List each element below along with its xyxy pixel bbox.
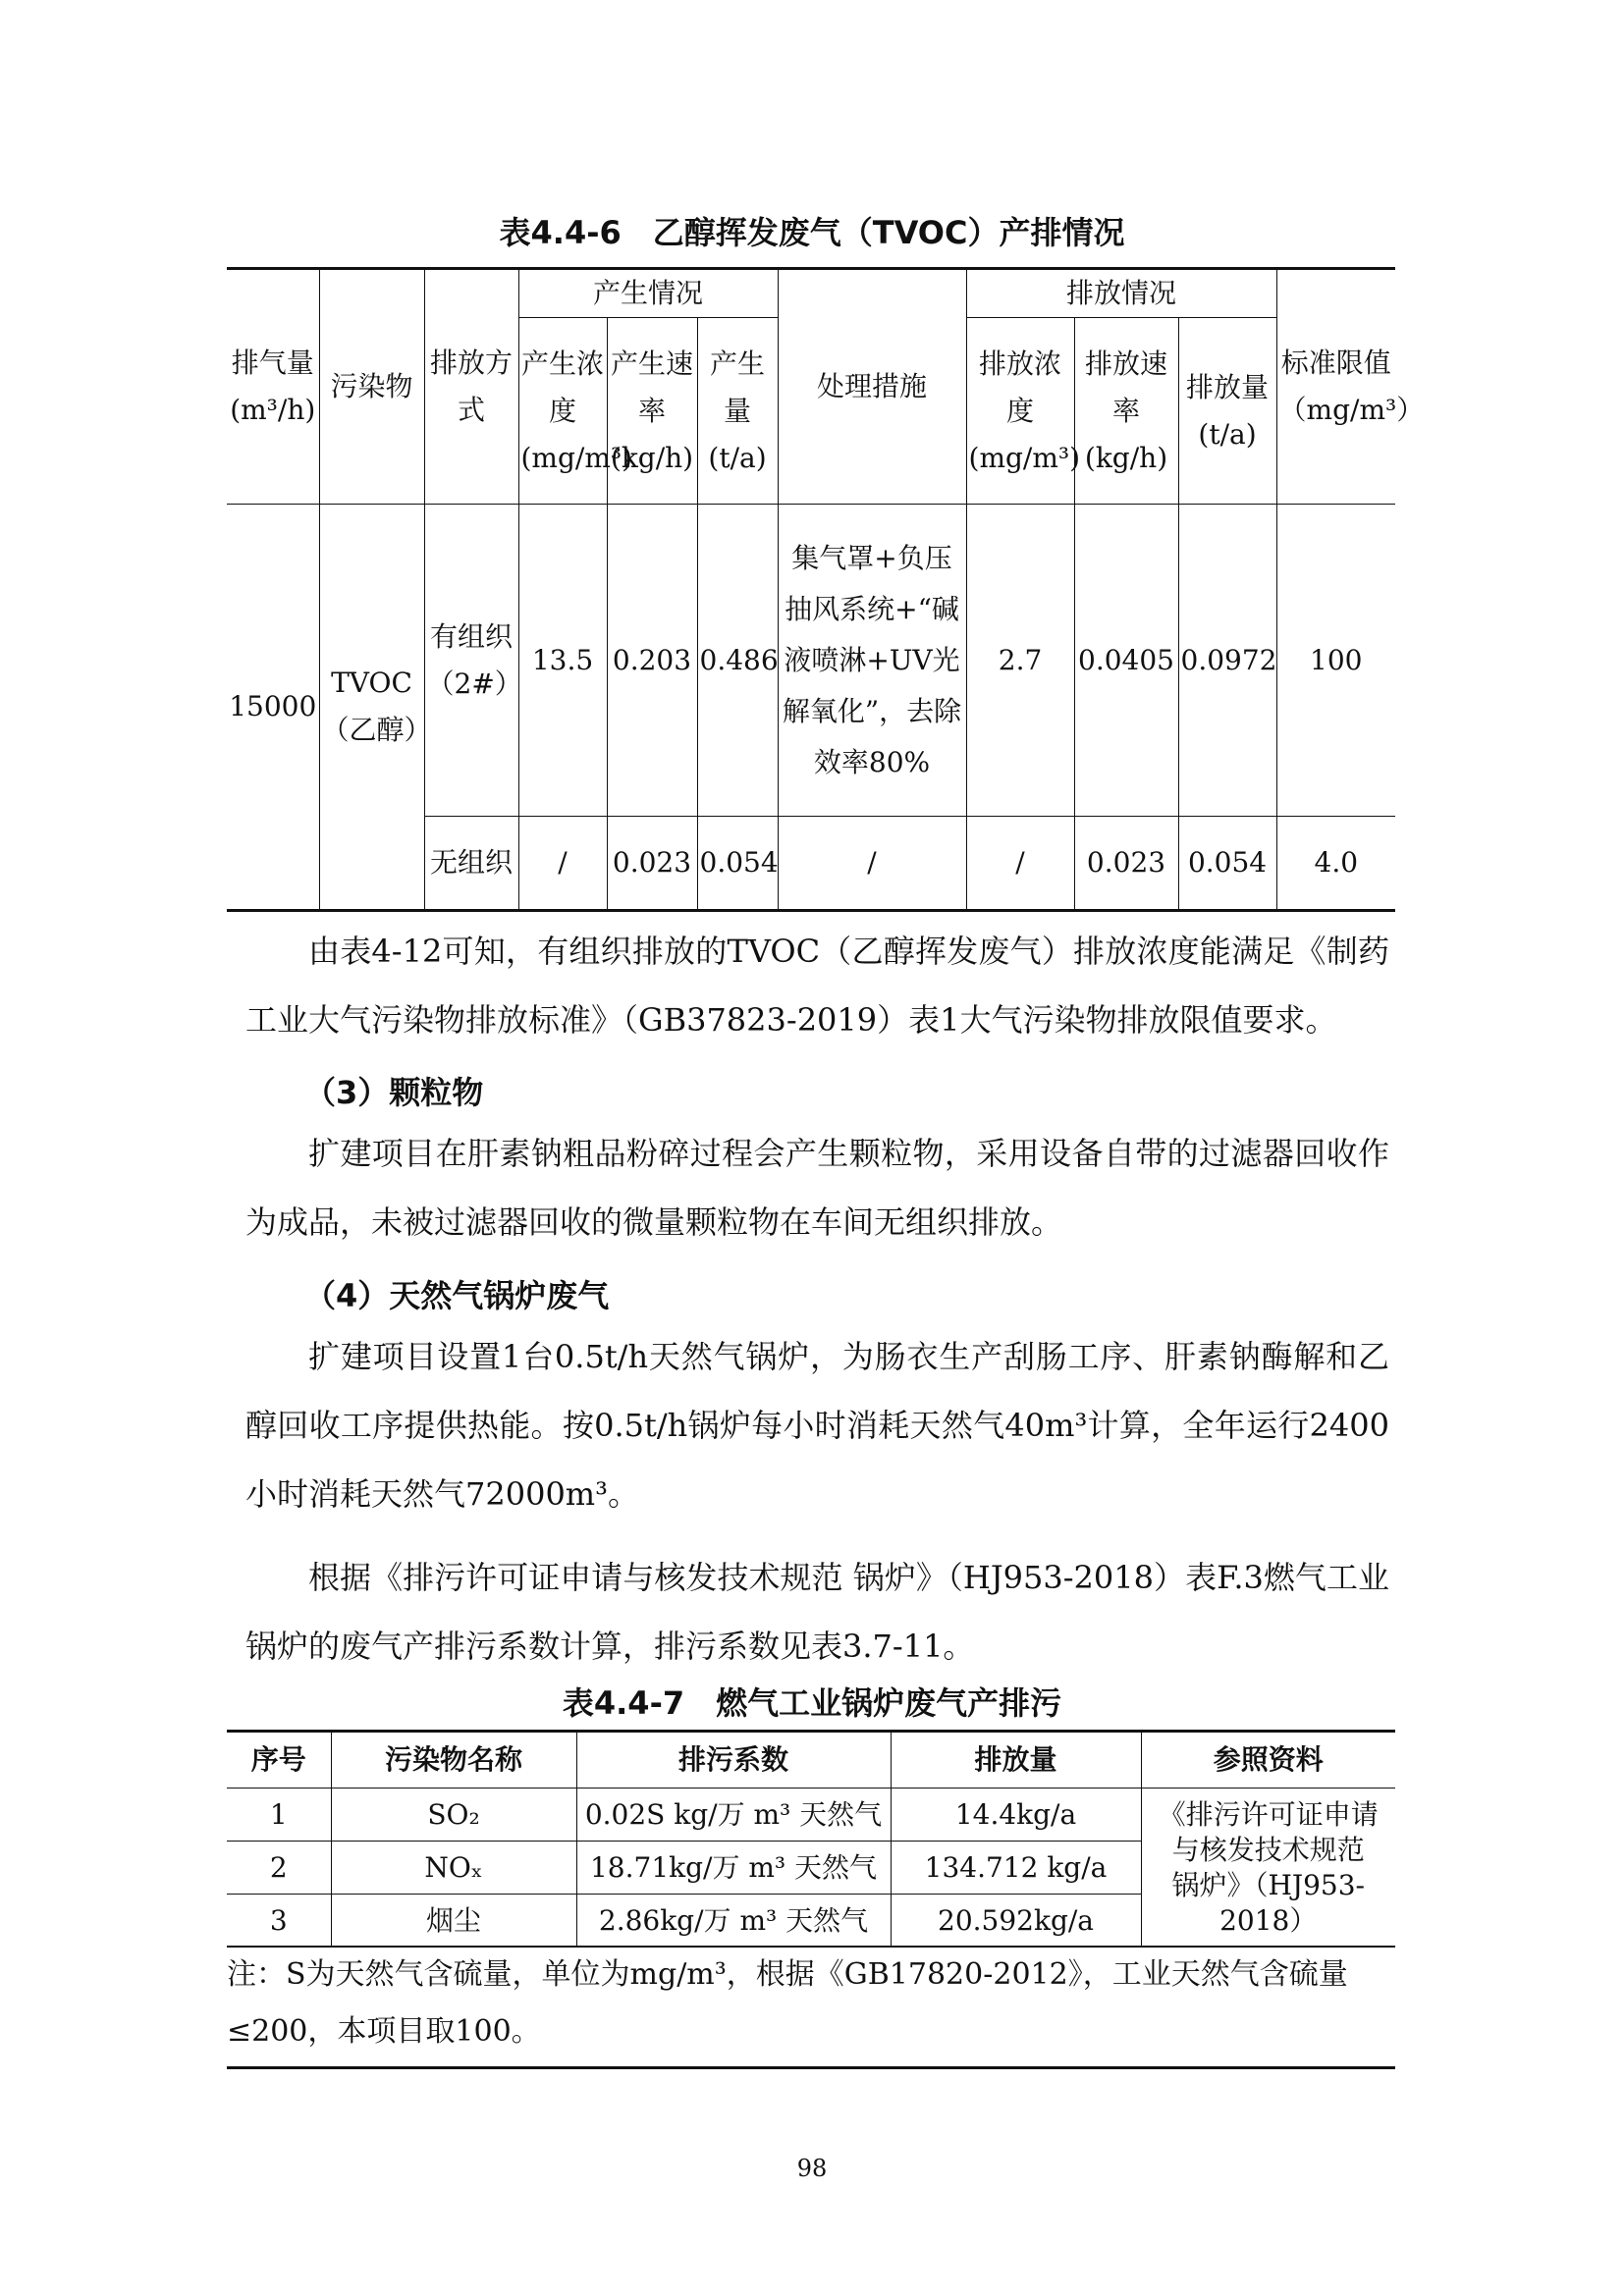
row-no: 2 — [227, 1842, 331, 1895]
table-row — [227, 1789, 1395, 1842]
table-row — [227, 505, 1395, 817]
header-production: 产生情况 — [518, 269, 778, 318]
header-prod-conc: 产生浓度(mg/m³) — [518, 318, 607, 505]
header-amount: 排放量 — [891, 1732, 1141, 1789]
header-prod-amount: 产生量(t/a) — [697, 318, 778, 505]
emis-rate-value: 0.023 — [1074, 817, 1178, 911]
header-treatment: 处理措施 — [778, 269, 966, 505]
mode-organized: 有组织（2#） — [424, 505, 518, 817]
paragraph-boiler: 扩建项目设置1台0.5t/h天然气锅炉，为肠衣生产刮肠工序、肝素钠酶解和乙醇回收工序提供热能。按0.5t/h锅炉每小时消耗天然气40m³计算，全年运行2400小时消耗天然气72000m³。 — [245, 1338, 1389, 1513]
header-emis-conc: 排放浓度(mg/m³) — [966, 318, 1074, 505]
prod-rate-value: 0.203 — [607, 505, 697, 817]
header-emis-rate: 排放速率(kg/h) — [1074, 318, 1178, 505]
boiler-emission-table — [227, 1730, 1395, 1948]
treatment-value: / — [778, 817, 966, 911]
row-no: 1 — [227, 1789, 331, 1842]
row-name: 烟尘 — [331, 1895, 576, 1948]
emis-amount-value: 0.0972 — [1178, 505, 1276, 817]
emis-rate-value: 0.0405 — [1074, 505, 1178, 817]
row-amount: 20.592kg/a — [891, 1895, 1141, 1948]
table2-title: 表4.4-7 燃气工业锅炉废气产排污 — [562, 1684, 1062, 1722]
header-emission: 排放情况 — [966, 269, 1276, 318]
paragraph-emission-factor: 根据《排污许可证申请与核发技术规范 锅炉》（HJ953-2018）表F.3燃气工业锅炉的废气产排污系数计算，排污系数见表3.7-11。 — [245, 1559, 1389, 1665]
header-factor: 排污系数 — [576, 1732, 891, 1789]
header-discharge-mode: 排放方式 — [424, 269, 518, 505]
row-name: SO₂ — [331, 1789, 576, 1842]
row-no: 3 — [227, 1895, 331, 1948]
treatment-value: 集气罩+负压抽风系统+“碱液喷淋+UV光解氧化”，去除效率80% — [778, 505, 966, 817]
row-factor: 18.71kg/万 m³ 天然气 — [576, 1842, 891, 1895]
paragraph-tvoc-compliance: 由表4-12可知，有组织排放的TVOC（乙醇挥发废气）排放浓度能满足《制药工业大气污染物排放标准》（GB37823-2019）表1大气污染物排放限值要求。 — [245, 933, 1389, 1039]
header-air-volume: 排气量(m³/h) — [227, 269, 319, 505]
header-reference: 参照资料 — [1141, 1732, 1395, 1789]
header-emis-amount: 排放量(t/a) — [1178, 318, 1276, 505]
prod-conc-value: / — [518, 817, 607, 911]
paragraph-particulates: 扩建项目在肝素钠粗品粉碎过程会产生颗粒物，采用设备自带的过滤器回收作为成品，未被过滤器回收的微量颗粒物在车间无组织排放。 — [245, 1135, 1389, 1241]
header-no: 序号 — [227, 1732, 331, 1789]
row-factor: 0.02S kg/万 m³ 天然气 — [576, 1789, 891, 1842]
tvoc-emission-table — [227, 267, 1425, 912]
air-volume-value: 15000 — [227, 505, 319, 911]
prod-amount-value: 0.486 — [697, 505, 778, 817]
row-amount: 134.712 kg/a — [891, 1842, 1141, 1895]
row-factor: 2.86kg/万 m³ 天然气 — [576, 1895, 891, 1948]
emis-conc-value: 2.7 — [966, 505, 1074, 817]
pollutant-value: TVOC（乙醇） — [319, 505, 424, 911]
reference-cell: 《排污许可证申请与核发技术规范 锅炉》（HJ953-2018） — [1141, 1789, 1395, 1948]
row-name: NOₓ — [331, 1842, 576, 1895]
mode-fugitive: 无组织 — [424, 817, 518, 911]
table1-title: 表4.4-6 乙醇挥发废气（TVOC）产排情况 — [499, 214, 1125, 251]
header-name: 污染物名称 — [331, 1732, 576, 1789]
header-limit: 标准限值（mg/m³） — [1276, 269, 1395, 505]
row-amount: 14.4kg/a — [891, 1789, 1141, 1842]
header-pollutant: 污染物 — [319, 269, 424, 505]
page-number: 98 — [796, 2155, 828, 2182]
limit-value: 100 — [1276, 505, 1395, 817]
prod-amount-value: 0.054 — [697, 817, 778, 911]
table2-note: 注：S为天然气含硫量，单位为mg/m³，根据《GB17820-2012》，工业天然气含硫量≤200，本项目取100。 — [227, 1946, 1395, 2069]
heading-particulates: （3）颗粒物 — [304, 1074, 484, 1111]
limit-value: 4.0 — [1276, 817, 1395, 911]
emis-amount-value: 0.054 — [1178, 817, 1276, 911]
heading-boiler-gas: （4）天然气锅炉废气 — [304, 1277, 610, 1314]
prod-conc-value: 13.5 — [518, 505, 607, 817]
header-prod-rate: 产生速率(kg/h) — [607, 318, 697, 505]
prod-rate-value: 0.023 — [607, 817, 697, 911]
emis-conc-value: / — [966, 817, 1074, 911]
